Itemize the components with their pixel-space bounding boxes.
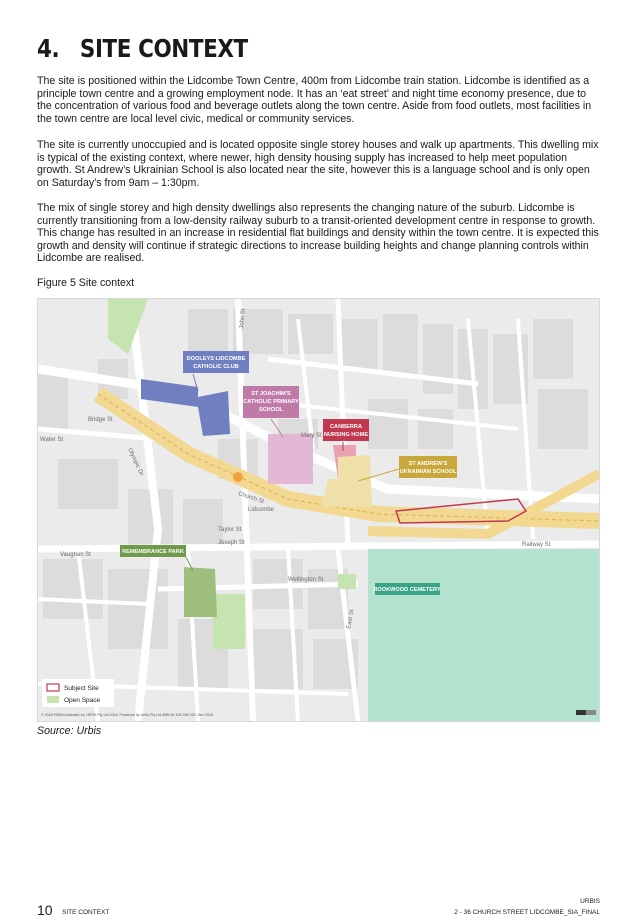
section-number: 4. bbox=[37, 34, 60, 63]
paragraph-1: The site is positioned within the Lidcombe Town Centre, 400m from Lidcombe train station. Lidcombe is identified as a principle town centre and a growing employment node. It has an ‘eat street’ and night time economy presence, due to the concentration of various food and beverage outlets along the town centre. Aside from food outlets, most facilities in the town centre are local level civic, medical or community services. bbox=[37, 75, 592, 125]
joachim-label-1: ST JOACHIM'S bbox=[251, 391, 291, 397]
street-label-mary: Mary St bbox=[301, 433, 322, 439]
paragraph-2: The site is currently unoccupied and is located opposite single storey houses and walk up apartments. This dwelling mix is typical of the existing context, where newer, high density housing supply has increased to help meet population growth. St Andrew’s Ukrainian School is also located near the site, however this is a language school and is only open on Saturday’s from 9am – 1:30pm. bbox=[37, 139, 599, 189]
open-space-small bbox=[338, 574, 356, 589]
joachim-label-3: SCHOOL bbox=[259, 407, 283, 413]
map-copyright: © 2018 PSMA Australia Ltd, HERE Pty Ltd 2018. Produced by Urbis Pty Ltd ABN 50 105 256 228, Dec 2018 bbox=[41, 713, 213, 717]
figure-source: Source: Urbis bbox=[37, 725, 102, 737]
andrews-label-1: ST ANDREW'S bbox=[408, 461, 448, 467]
street-label-wellington: Wellington St bbox=[288, 577, 324, 583]
paragraph-3: The mix of single storey and high density dwellings also represents the changing nature of the suburb. Lidcombe is currently transitioning from a low-density railway suburb to a transit-oriented development centre in response to growth. This change has resulted in an increase in residential flat buildings and density within the town centre. It is expected this growth and density will continue if strategic directions to increase building heights and change planning controls within Lidcombe are realised. bbox=[37, 202, 599, 265]
street-label-john: John St bbox=[239, 308, 247, 330]
rookwood-cemetery-area bbox=[368, 549, 599, 721]
footer-brand: URBIS bbox=[580, 898, 600, 905]
footer-section: SITE CONTEXT bbox=[62, 909, 110, 916]
joachim-label-2: CATHOLIC PRIMARY bbox=[243, 399, 299, 405]
figure-caption: Figure 5 Site context bbox=[37, 277, 135, 289]
station-icon bbox=[233, 472, 243, 482]
scale-bar bbox=[576, 710, 596, 715]
street-label-lidcombe: Lidcombe bbox=[248, 507, 275, 513]
map-legend bbox=[42, 679, 114, 707]
street-label-east: East St bbox=[346, 609, 356, 630]
dooleys-label-1: DOOLEYS LIDCOMBE bbox=[186, 356, 246, 362]
st-joachims-site bbox=[268, 434, 313, 484]
legend-open-space-swatch bbox=[47, 696, 59, 703]
section-heading bbox=[37, 34, 248, 63]
legend-subject-site: Subject Site bbox=[64, 685, 99, 692]
dooleys-label-2: CATHOLIC CLUB bbox=[193, 364, 239, 370]
canberra-label-1: CANBERRA bbox=[329, 424, 363, 430]
street-label-church: Church St bbox=[237, 491, 265, 506]
andrews-label-2: UKRAINIAN SCHOOL bbox=[399, 469, 457, 475]
street-label-taylor: Taylor St bbox=[218, 527, 242, 533]
street-label-vaughan: Vaughan St bbox=[60, 552, 91, 558]
street-label-railway: Railway St bbox=[522, 542, 551, 548]
site-context-map bbox=[37, 298, 600, 722]
legend-open-space: Open Space bbox=[64, 697, 101, 704]
street-label-joseph: Joseph St bbox=[218, 540, 245, 546]
footer-document: 2 - 36 CHURCH STREET LIDCOMBE_SIA_FINAL bbox=[454, 909, 600, 916]
remembrance-label: REMEMBRANCE PARK bbox=[122, 549, 184, 555]
canberra-label-2: NURSING HOME bbox=[323, 432, 369, 438]
remembrance-park-area bbox=[184, 567, 217, 617]
street-label-olympic: Olympic Dr bbox=[126, 447, 145, 477]
section-title: SITE CONTEXT bbox=[79, 34, 248, 63]
street-label-bridge: Bridge St bbox=[88, 417, 113, 423]
rookwood-label: ROOKWOOD CEMETERY bbox=[373, 587, 441, 593]
open-space-park-edge bbox=[213, 594, 245, 649]
footer-page-number: 10 bbox=[37, 902, 53, 918]
street-label-water: Water St bbox=[40, 437, 64, 443]
